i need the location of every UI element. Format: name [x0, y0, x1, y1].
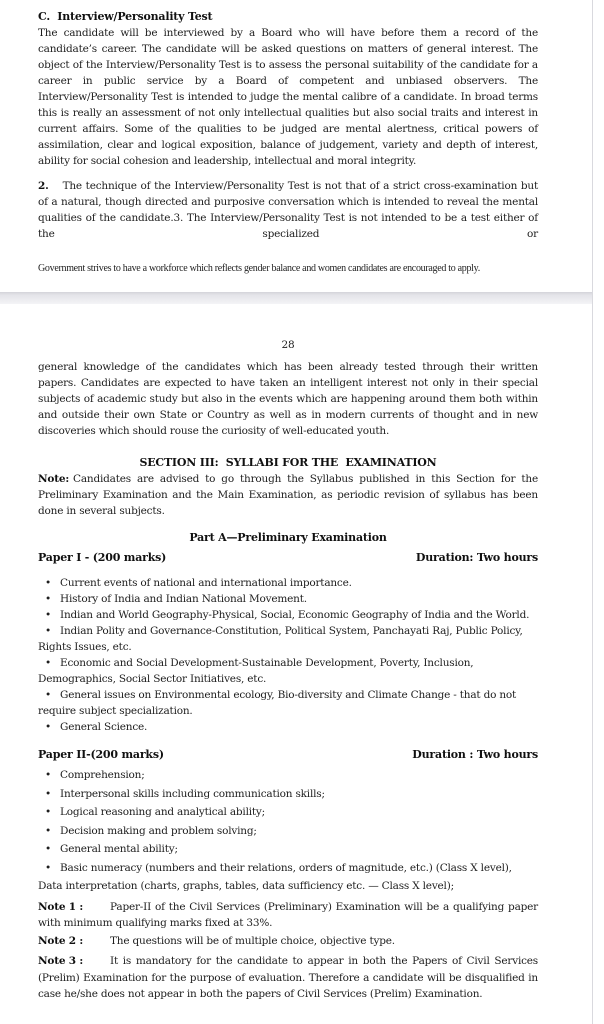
- syllabus-note-paragraph: [38, 471, 538, 519]
- paragraph-number: 2.: [38, 180, 49, 192]
- note-2-label: Note 2 :: [38, 934, 84, 947]
- paper1-header-row: [38, 550, 538, 566]
- document-page-2: [0, 337, 592, 1024]
- note-3-label: Note 3 :: [38, 955, 84, 967]
- general-knowledge-paragraph: general knowledge of the candidates which has been already tested through their written papers. Candidates are expected to have taken an intelligent interest not only in their special subjects of academic study but also in the events which are happening around them both within and outside their own State or Country as well as in modern currents of thought and in new discoveries which should rouse the curiosity of well-educated youth.: [38, 361, 538, 437]
- section-iii-heading: SECTION III: SYLLABI FOR THE EXAMINATION: [139, 456, 437, 469]
- note-1: [38, 899, 538, 932]
- note-2-text: The questions will be of multiple choice, objective type.: [110, 934, 395, 947]
- paper2-title: Paper II-(200 marks): [38, 748, 164, 761]
- list-item: • Comprehension;: [38, 766, 538, 785]
- note-1-label: Note 1 :: [38, 900, 84, 913]
- interview-test-paragraph: The candidate will be interviewed by a Board who will have before them a record of the candidate’s career. The candidate will be asked questions on matters of general interest. The object of the Interview/Personality Test is to assess the personal suitability of the candidate for a career in public service by a Board of competent and unbiased observers. The Interview/Personality Test is intended to judge the mental calibre of a candidate. In broad terms this is really an assessment of not only intellectual qualities but also social traits and interest in current affairs. Some of the qualities to be judged are mental alertness, critical powers of assimilation, clear and logical exposition, balance of judgement, variety and depth of interest, ability for social cohesion and leadership, intellectual and moral integrity.: [38, 27, 538, 167]
- list-item: • Current events of national and international importance.: [38, 575, 538, 591]
- list-item: • Logical reasoning and analytical ability;: [38, 803, 538, 822]
- interview-test-heading: C. Interview/Personality Test: [38, 10, 213, 23]
- list-item: • General Science.: [38, 719, 538, 735]
- note-3: [38, 953, 538, 1003]
- list-item: • Interpersonal skills including communication skills;: [38, 785, 538, 804]
- list-item: • History of India and Indian National Movement.: [38, 591, 538, 607]
- note-1-text: Paper-II of the Civil Services (Preliminary) Examination will be a qualifying paper with minimum qualifying marks fixed at 33%.: [38, 900, 538, 929]
- paper2-header-row: [38, 747, 538, 763]
- notes-block: [38, 899, 538, 1003]
- paper1-bullet-list: [38, 575, 538, 735]
- paper2-duration: Duration : Two hours: [412, 748, 538, 761]
- technique-paragraph-text: The technique of the Interview/Personality Test is not that of a strict cross-examination but of a natural, though directed and purposive conversation which is intended to reveal the mental qualities of the candidate.3. The Interview/Personality Test is not intended to be a test either of the specialized or: [38, 180, 538, 240]
- list-item: • Economic and Social Development-Sustainable Development, Poverty, Inclusion, Demographics, Social Sector Initiatives, etc.: [38, 655, 538, 687]
- part-a-heading: Part A—Preliminary Examination: [189, 531, 387, 544]
- list-item: • Basic numeracy (numbers and their relations, orders of magnitude, etc.) (Class X level), Data interpretation (charts, graphs, tables, data sufficiency etc. — Class X level);: [38, 859, 538, 896]
- paper1-title: Paper I - (200 marks): [38, 551, 167, 564]
- paper1-duration: Duration: Two hours: [415, 551, 538, 564]
- technique-paragraph: [38, 178, 538, 242]
- page-number: 28: [281, 339, 295, 351]
- list-item: • Indian and World Geography-Physical, Social, Economic Geography of India and the World.: [38, 607, 538, 623]
- gender-balance-note: Government strives to have a workforce which reflects gender balance and women candidates are encouraged to apply.: [38, 263, 480, 274]
- note-3-text: It is mandatory for the candidate to appear in both the Papers of Civil Services (Prelim) Examination for the purpose of evaluation. Therefore a candidate will be disqualified in case he/she does not appear in both the papers of Civil Services (Prelim) Examination.: [38, 955, 538, 1000]
- page-right-edge: [592, 0, 593, 1024]
- note-label: Note:: [38, 473, 70, 485]
- list-item: • General mental ability;: [38, 840, 538, 859]
- list-item: • Decision making and problem solving;: [38, 822, 538, 841]
- list-item: • Indian Polity and Governance-Constitution, Political System, Panchayati Raj, Public Policy, Rights Issues, etc.: [38, 623, 538, 655]
- note-2: [38, 933, 538, 950]
- syllabus-note-text: Candidates are advised to go through the Syllabus published in this Section for the Preliminary Examination and the Main Examination, as periodic revision of syllabus has been done in several subjects.: [38, 473, 538, 517]
- document-page-1: [0, 0, 592, 292]
- list-item: • General issues on Environmental ecology, Bio-diversity and Climate Change - that do not require subject specialization.: [38, 687, 538, 719]
- paper2-bullet-list: [38, 766, 538, 896]
- page-separator: [0, 292, 592, 304]
